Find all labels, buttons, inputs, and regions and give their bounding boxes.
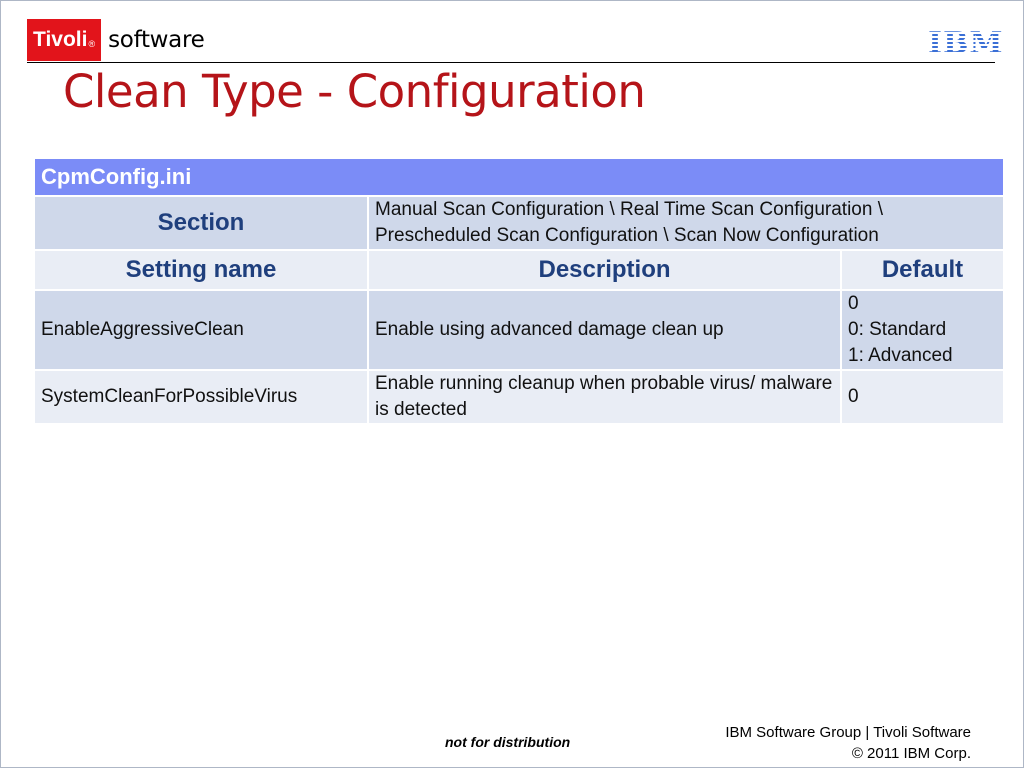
software-logo-text: software xyxy=(108,27,205,53)
config-file-name: CpmConfig.ini xyxy=(34,158,1004,196)
description-cell: Enable using advanced damage clean up xyxy=(368,290,841,370)
table-row xyxy=(34,370,1004,424)
section-label: Section xyxy=(34,196,368,250)
footer-group: IBM Software Group | Tivoli Software xyxy=(725,724,971,741)
config-table xyxy=(33,157,1005,425)
section-value: Manual Scan Configuration \ Real Time Scan Configuration \ Prescheduled Scan Configuration \ Scan Now Configuration xyxy=(368,196,1004,250)
column-header-default: Default xyxy=(841,250,1004,290)
table-row xyxy=(34,290,1004,370)
ibm-logo: IBM xyxy=(928,26,1004,61)
section-row xyxy=(34,196,1004,250)
tivoli-logo-text: Tivoli xyxy=(33,28,88,51)
registered-mark: ® xyxy=(88,39,96,49)
default-cell: 0 0: Standard 1: Advanced xyxy=(841,290,1004,370)
page-title: Clean Type - Configuration xyxy=(63,65,646,118)
default-cell: 0 xyxy=(841,370,1004,424)
column-header-setting: Setting name xyxy=(34,250,368,290)
table-header-row xyxy=(34,158,1004,196)
distribution-notice: not for distribution xyxy=(445,734,571,750)
column-header-description: Description xyxy=(368,250,841,290)
description-cell: Enable running cleanup when probable virus/ malware is detected xyxy=(368,370,841,424)
footer-credits xyxy=(725,722,971,764)
tivoli-software-logo xyxy=(27,19,204,61)
tivoli-logo-box xyxy=(27,19,101,61)
footer-copyright: © 2011 IBM Corp. xyxy=(851,745,971,762)
column-header-row xyxy=(34,250,1004,290)
setting-name-cell: SystemCleanForPossibleVirus xyxy=(34,370,368,424)
setting-name-cell: EnableAggressiveClean xyxy=(34,290,368,370)
